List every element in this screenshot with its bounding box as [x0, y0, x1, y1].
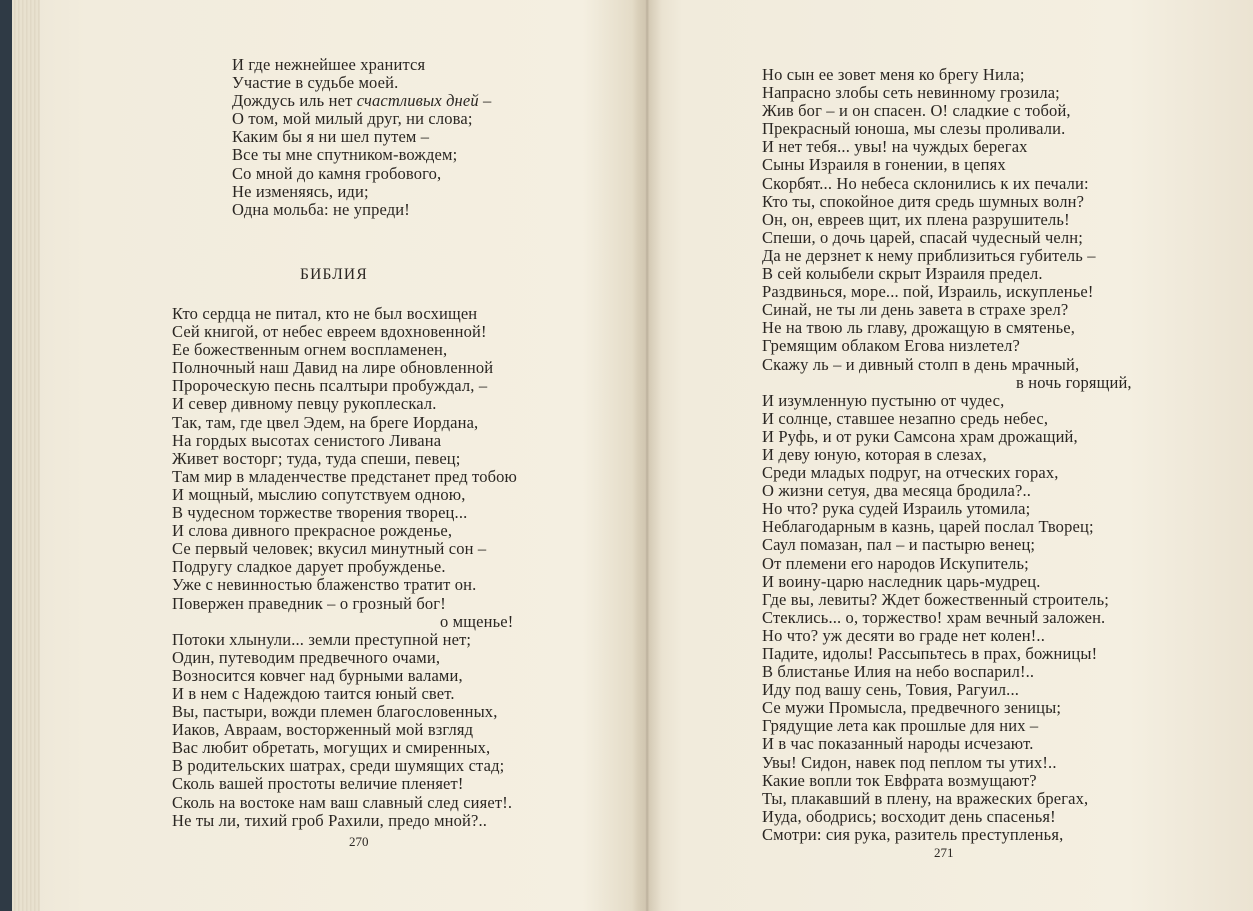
verse-line: И деву юную, которая в слезах, [762, 444, 987, 464]
verse-line: И в нем с Надеждою таится юный свет. [172, 683, 455, 703]
verse-line: И мощный, мыслию сопутствуем одною, [172, 484, 466, 504]
verse-line: Стеклись... о, торжество! храм вечный заложен. [762, 607, 1106, 627]
verse-line: В сей колыбели скрыт Израиля предел. [762, 264, 1043, 284]
verse-line: Неблагодарным в казнь, царей послал Творец; [762, 517, 1094, 537]
verse-line: Каким бы я ни шел путем – [232, 127, 430, 147]
verse-line: В чудесном торжестве творения творец... [172, 503, 468, 523]
verse-line: Дождусь иль нет счастливых дней – [232, 91, 492, 111]
verse-line: Один, путеводим предвечного очами, [172, 647, 441, 667]
verse-line: Он, он, евреев щит, их плена разрушитель! [762, 209, 1070, 229]
verse-line: От племени его народов Искупитель; [762, 553, 1029, 573]
verse-line: Кто ты, спокойное дитя средь шумных волн? [762, 191, 1085, 211]
verse-line: Вас любит обретать, могущих и смиренных, [172, 738, 491, 758]
verse-line: О том, мой милый друг, ни слова; [232, 109, 473, 129]
verse-line: В родительских шатрах, среди шумящих стад; [172, 756, 505, 776]
verse-line: На гордых высотах сенистого Ливана [172, 430, 442, 450]
left-page [12, 0, 644, 911]
verse-line: И воину-царю наследник царь-мудрец. [762, 571, 1041, 591]
verse-line: Се первый человек; вкусил минутный сон – [172, 539, 487, 559]
verse-line-continuation: о мщенье! [440, 611, 514, 631]
verse-line: Увы! Сидон, навек под пеплом ты утих!.. [762, 752, 1057, 772]
verse-line: И нет тебя... увы! на чуждых берегах [762, 137, 1028, 157]
verse-line: Вы, пастыри, вожди племен благословенных, [172, 702, 498, 722]
verse-line: Все ты мне спутником-вождем; [232, 145, 458, 165]
verse-line: Так, там, где цвел Эдем, на бреге Иордана, [172, 412, 479, 432]
verse-line: Се мужи Промысла, предвечного зеницы; [762, 698, 1062, 718]
italic-phrase: счастливых дней [356, 91, 479, 111]
verse-line: Падите, идолы! Рассыпьтесь в прах, божницы! [762, 644, 1098, 663]
verse-line: Какие вопли ток Евфрата возмущают? [762, 770, 1037, 790]
verse-line: Не изменяясь, иди; [232, 181, 369, 201]
verse-line: Не ты ли, тихий гроб Рахили, предо мной?.. [172, 810, 488, 830]
verse-line: Синай, не ты ли день завета в страхе зрел? [762, 300, 1069, 320]
verse-line: В блистанье Илия на небо воспарил!.. [762, 662, 1035, 682]
verse-line: Но сын ее зовет меня ко брегу Нила; [762, 65, 1025, 84]
verse-line: Со мной до камня гробового, [232, 163, 442, 183]
verse-line: Смотри: сия рука, разитель преступленья, [762, 824, 1064, 844]
verse-line: И Руфь, и от руки Самсона храм дрожащий, [762, 426, 1078, 446]
verse-line: Прекрасный юноша, мы слезы проливали. [762, 119, 1066, 139]
verse-line: Повержен праведник – о грозный бог! [172, 593, 446, 613]
verse-line: Кто сердца не питал, кто не был восхищен [172, 304, 478, 323]
verse-line: Подругу сладкое дарует пробужденье. [172, 557, 446, 577]
page-number: 271 [934, 845, 954, 860]
verse-line: Но что? уж десяти во граде нет колен!.. [762, 625, 1045, 645]
verse-line: Иаков, Авраам, восторженный мой взгляд [172, 720, 474, 740]
right-page [652, 0, 1253, 911]
verse-line: Пророческую песнь псалтыри пробуждал, – [172, 376, 488, 396]
stanza-ending [232, 56, 491, 219]
verse-line: Но что? рука судей Израиль утомила; [762, 499, 1031, 519]
verse-line: Там мир в младенчестве предстанет пред тобою [172, 466, 518, 486]
verse-line: И изумленную пустыню от чудес, [762, 390, 1005, 410]
verse-line: И солнце, ставшее незапно средь небес, [762, 408, 1049, 428]
verse-line: Гремящим облаком Егова низлетел? [762, 336, 1021, 356]
verse-line: Сей книгой, от небес евреем вдохновенной! [172, 322, 487, 342]
verse-line: О жизни сетуя, два месяца бродила?.. [762, 481, 1032, 501]
book-spread [12, 0, 1253, 911]
verse-line: И где нежнейшее хранится [232, 55, 426, 74]
verse-line: Возносится ковчег над бурными валами, [172, 665, 463, 685]
verse-line: Да не дерзнет к нему приблизиться губитель – [762, 245, 1096, 265]
verse-line: Полночный наш Давид на лире обновленной [172, 358, 494, 378]
verse-line: И в час показанный народы исчезают. [762, 734, 1034, 754]
verse-line: И север дивному певцу рукоплескал. [172, 394, 437, 414]
verse-line: Ты, плакавший в плену, на вражеских брегах, [762, 788, 1089, 808]
verse-line: Грядущие лета как прошлые для них – [762, 716, 1039, 736]
verse-line: Спеши, о дочь царей, спасай чудесный челн; [762, 227, 1083, 247]
verse-line: Среди младых подруг, на отческих горах, [762, 463, 1059, 483]
verse-line: Напрасно злобы сеть невинному грозила; [762, 83, 1060, 103]
verse-line: Раздвинься, море... пой, Израиль, искупленье! [762, 282, 1094, 302]
verse-line: Сыны Израиля в гонении, в цепях [762, 155, 1006, 175]
verse-line: Живет восторг; туда, туда спеши, певец; [172, 448, 461, 468]
verse-line: Где вы, левиты? Ждет божественный строитель; [762, 589, 1109, 609]
verse-line: Сколь вашей простоты величие пленяет! [172, 774, 464, 794]
verse-line: Саул помазан, пал – и пастырю венец; [762, 535, 1036, 555]
verse-line: Иду под вашу сень, Товия, Рагуил... [762, 680, 1019, 700]
page-number: 270 [349, 834, 369, 849]
verse-line-continuation: в ночь горящий, [1016, 372, 1132, 392]
verse-line: Уже с невинностью блаженство тратит он. [172, 575, 477, 595]
verse-line: Не на твою ль главу, дрожащую в смятенье, [762, 318, 1076, 338]
verse-line: Участие в судьбе моей. [232, 73, 399, 93]
verse-line: Скажу ль – и дивный столп в день мрачный, [762, 354, 1080, 374]
verse-line: Ее божественным огнем воспламенен, [172, 340, 448, 360]
poem-text [172, 305, 517, 830]
verse-line: Одна мольба: не упреди! [232, 199, 410, 219]
verse-line: Потоки хлынули... земли преступной нет; [172, 629, 472, 649]
verse-line: И слова дивного прекрасное рожденье, [172, 521, 453, 541]
verse-line: Иуда, ободрись; восходит день спасенья! [762, 806, 1056, 826]
poem-text [762, 66, 1132, 844]
poem-title: БИБЛИЯ [300, 266, 368, 283]
verse-line: Сколь на востоке нам ваш славный след сияет!. [172, 792, 513, 812]
verse-line: Скорбят... Но небеса склонились к их печали: [762, 173, 1089, 193]
verse-line: Жив бог – и он спасен. О! сладкие с тобой, [762, 101, 1071, 121]
